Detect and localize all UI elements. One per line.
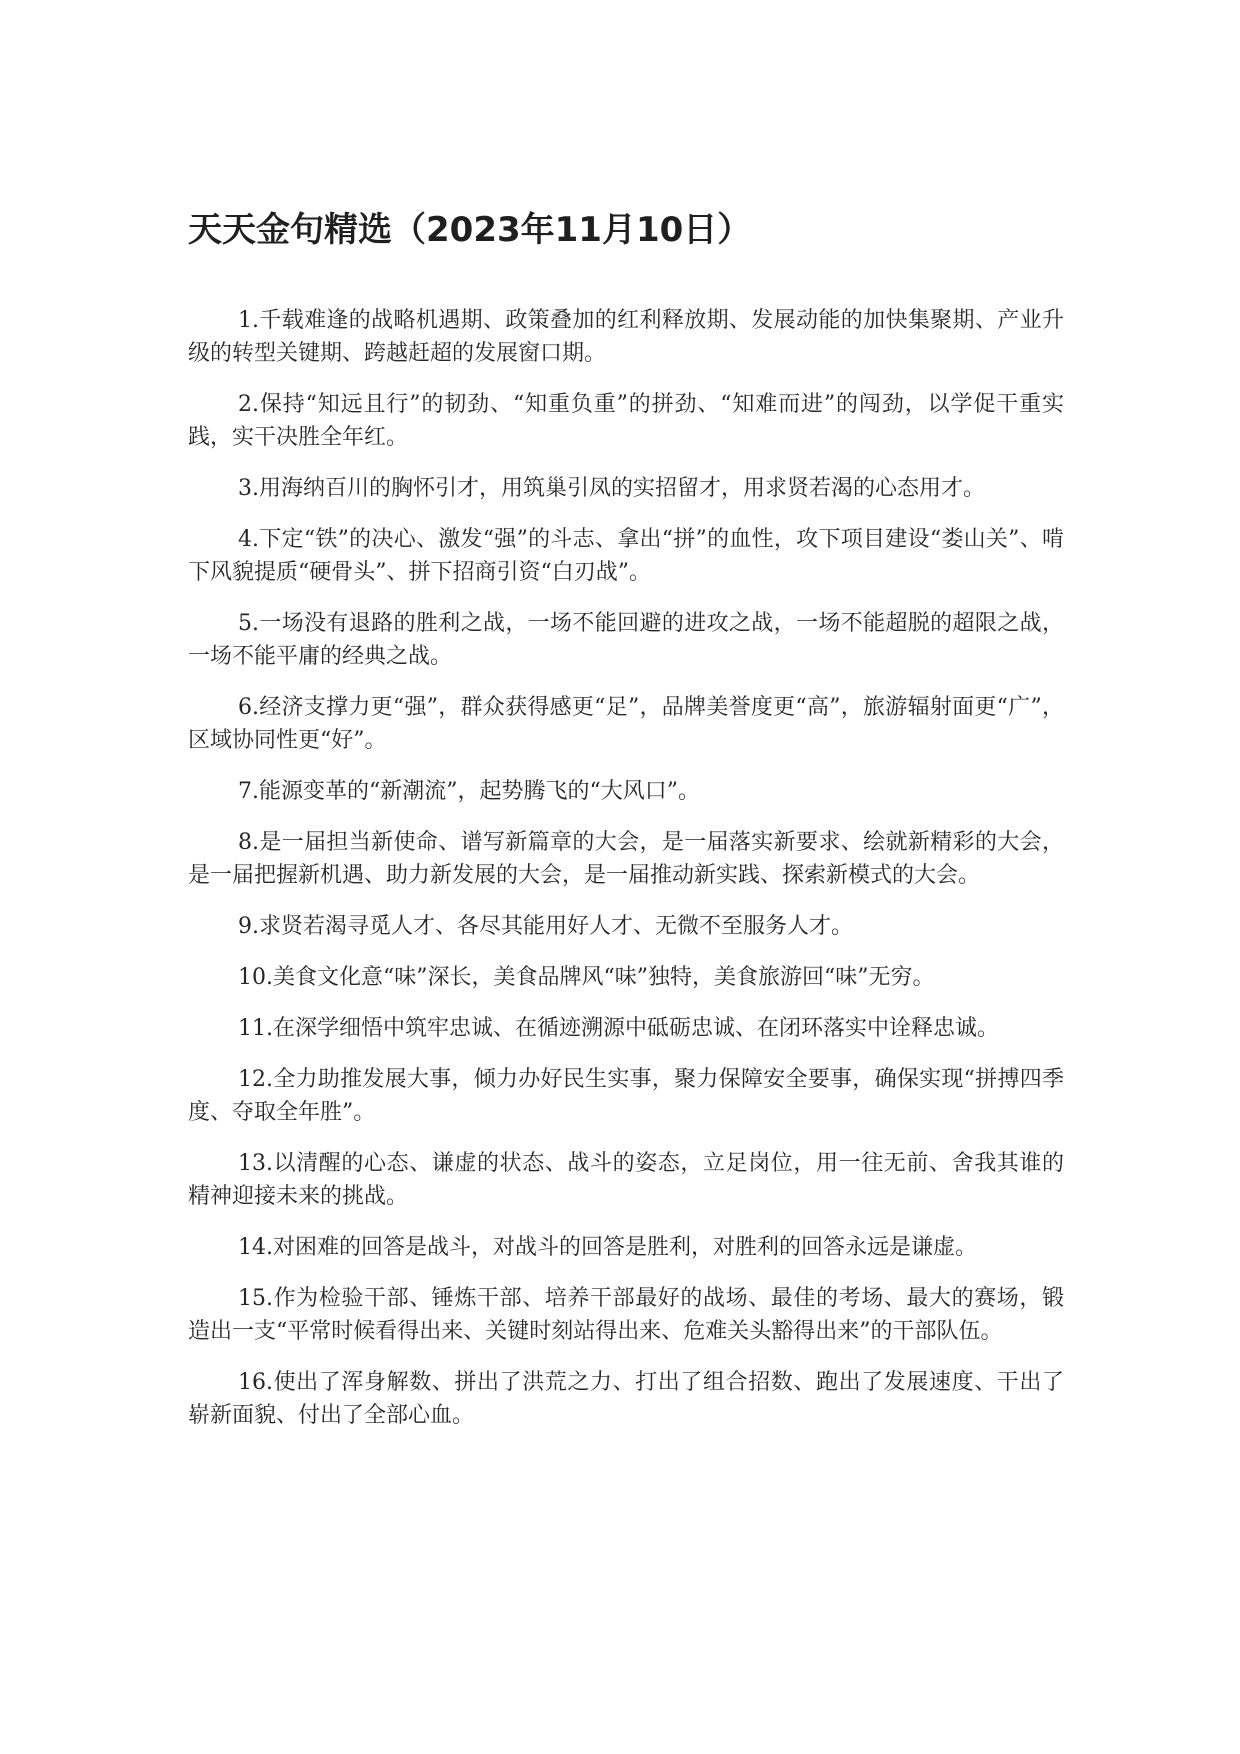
quote-paragraph-6: 6.经济支撑力更“强”，群众获得感更“足”，品牌美誉度更“高”，旅游辐射面更“广”，区域协同性更“好”。: [188, 695, 1064, 753]
quote-paragraph-15: 15.作为检验干部、锤炼干部、培养干部最好的战场、最佳的考场、最大的赛场，锻造出一支“平常时候看得出来、关键时刻站得出来、危难关头豁得出来”的干部队伍。: [188, 1286, 1064, 1344]
quote-paragraph-4: 4.下定“铁”的决心、激发“强”的斗志、拿出“拼”的血性，攻下项目建设“娄山关”、啃下风貌提质“硬骨头”、拼下招商引资“白刃战”。: [188, 527, 1064, 585]
quote-paragraph-16: 16.使出了浑身解数、拼出了洪荒之力、打出了组合招数、跑出了发展速度、干出了崭新面貌、付出了全部心血。: [188, 1370, 1064, 1428]
document-title: 天天金句精选（2023年11月10日）: [188, 210, 752, 250]
quote-paragraph-7: 7.能源变革的“新潮流”，起势腾飞的“大风口”。: [238, 779, 700, 804]
quote-paragraph-1: 1.千载难逢的战略机遇期、政策叠加的红利释放期、发展动能的加快集聚期、产业升级的转型关键期、跨越赶超的发展窗口期。: [188, 308, 1064, 366]
quote-paragraph-5: 5.一场没有退路的胜利之战，一场不能回避的进攻之战，一场不能超脱的超限之战，一场不能平庸的经典之战。: [188, 611, 1064, 669]
document-body: [188, 304, 1064, 1450]
quote-paragraph-14: 14.对困难的回答是战斗，对战斗的回答是胜利，对胜利的回答永远是谦虚。: [238, 1235, 977, 1260]
quote-paragraph-10: 10.美食文化意“味”深长，美食品牌风“味”独特，美食旅游回“味”无穷。: [238, 965, 935, 990]
quote-paragraph-13: 13.以清醒的心态、谦虚的状态、战斗的姿态，立足岗位，用一往无前、舍我其谁的精神迎接未来的挑战。: [188, 1151, 1064, 1209]
quote-paragraph-9: 9.求贤若渴寻觅人才、各尽其能用好人才、无微不至服务人才。: [238, 914, 853, 939]
quote-paragraph-11: 11.在深学细悟中筑牢忠诚、在循迹溯源中砥砺忠诚、在闭环落实中诠释忠诚。: [238, 1016, 999, 1041]
quote-paragraph-2: 2.保持“知远且行”的韧劲、“知重负重”的拼劲、“知难而进”的闯劲，以学促干重实践，实干决胜全年红。: [188, 392, 1064, 450]
quote-paragraph-8: 8.是一届担当新使命、谱写新篇章的大会，是一届落实新要求、绘就新精彩的大会，是一届把握新机遇、助力新发展的大会，是一届推动新实践、探索新模式的大会。: [188, 830, 1064, 888]
quote-paragraph-12: 12.全力助推发展大事，倾力办好民生实事，聚力保障安全要事，确保实现“拼搏四季度、夺取全年胜”。: [188, 1067, 1064, 1125]
quote-paragraph-3: 3.用海纳百川的胸怀引才，用筑巢引凤的实招留才，用求贤若渴的心态用才。: [238, 476, 985, 501]
